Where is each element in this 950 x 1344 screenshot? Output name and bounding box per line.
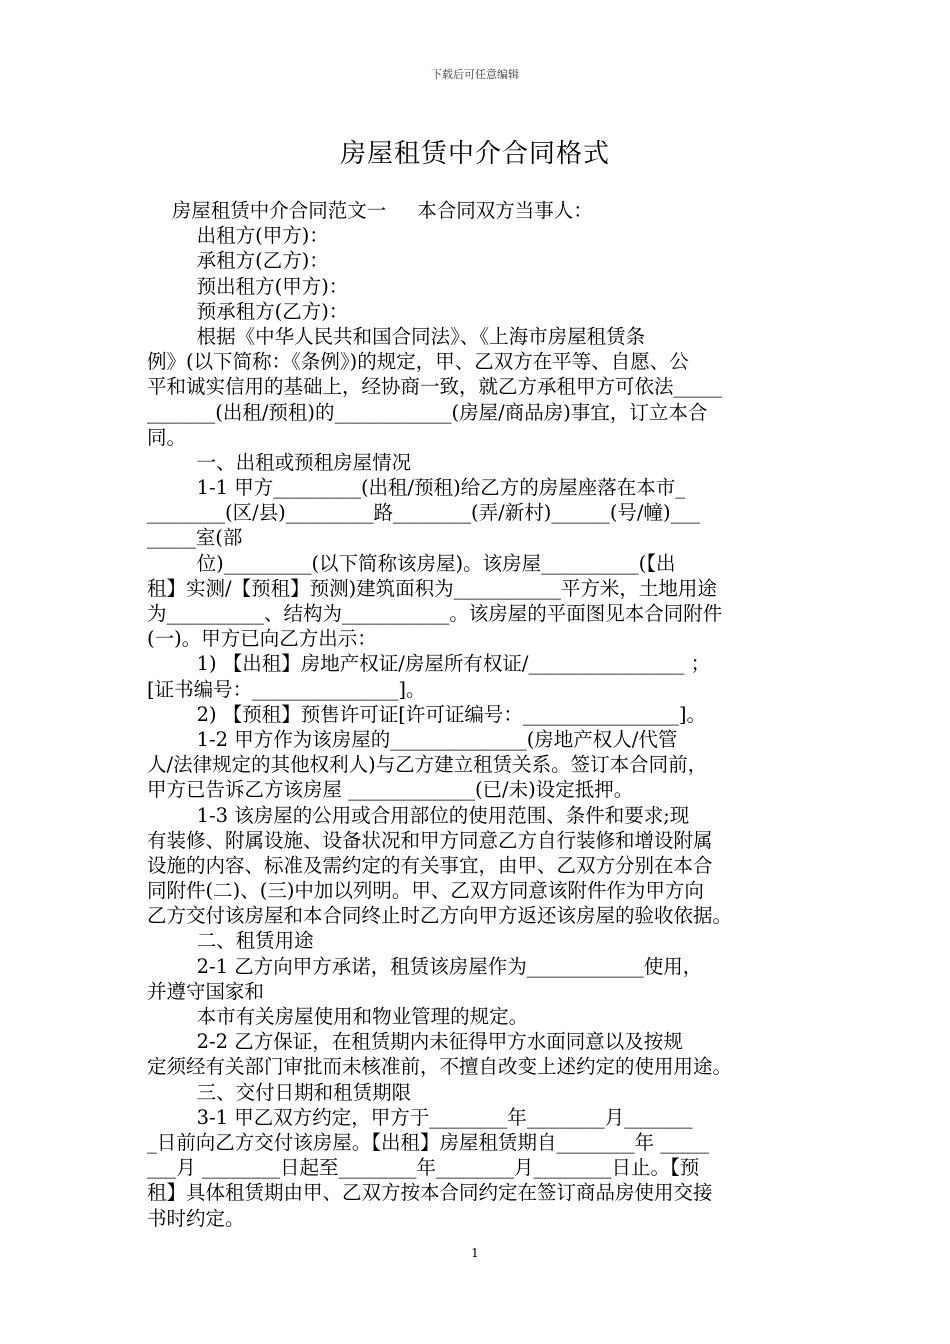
- text-line: 为__________、结构为___________。该房屋的平面图见本合同附件: [147, 602, 723, 625]
- text-line: _日前向乙方交付该房屋。【出租】房屋租赁期自________年 _____: [147, 1130, 709, 1154]
- page-title: 房屋租赁中介合同格式: [339, 139, 610, 169]
- text-line: (一)。甲方已向乙方出示：: [147, 627, 377, 651]
- text-line: ___月 ________日起至________年________月________日止。【预: [147, 1156, 700, 1180]
- text-line: 1-2 甲方作为该房屋的______________(房地产权人/代管: [147, 727, 678, 751]
- text-line: 二、租赁用途: [147, 929, 314, 953]
- text-line: 同。: [147, 425, 187, 449]
- text-line: 定须经有关部门审批而未核准前，不擅自改变上述约定的使用用途。: [147, 1055, 733, 1079]
- text-line: 三、交付日期和租赁期限: [147, 1080, 412, 1104]
- text-line: 2-2 乙方保证，在租赁期内未征得甲方水面同意以及按规: [147, 1030, 683, 1054]
- text-line: 租】具体租赁期由甲、乙双方按本合同约定在签订商品房使用交接: [147, 1181, 713, 1205]
- text-line: 有装修、附属设施、设备状况和甲方同意乙方自行装修和增设附属: [147, 828, 713, 852]
- text-line: 人/法律规定的其他权利人)与乙方建立租赁关系。签订本合同前，: [147, 753, 708, 777]
- text-line: 1) 【出租】房地产权证/房屋所有权证/________________ ；: [147, 652, 711, 676]
- text-line: [证书编号：_______________]。: [147, 677, 426, 701]
- text-line: 设施的内容、标准及需约定的有关事宜，由甲、乙双方分别在本合: [147, 853, 713, 877]
- text-line: 甲方已告诉乙方该房屋 _____________(已/未)设定抵押。: [147, 778, 634, 802]
- text-line: 2-1 乙方向甲方承诺，租赁该房屋作为____________使用，: [147, 954, 703, 978]
- text-line: _____室(部: [147, 526, 243, 550]
- text-line: 并遵守国家和: [147, 979, 265, 1003]
- text-line: 根据《中华人民共和国合同法》、《上海市房屋租赁条: [147, 324, 646, 348]
- text-line: _______(出租/预租)的____________(房屋/商品房)事宜，订立本合: [147, 400, 708, 424]
- text-line: ________(区/县)_________路________(弄/新村)______(号/幢)___: [147, 501, 700, 525]
- text-line: 预承租方(乙方)：: [147, 299, 349, 323]
- text-line: 一、出租或预租房屋情况: [147, 450, 412, 474]
- text-line: 2) 【预租】预售许可证[许可证编号：________________]。: [147, 702, 707, 726]
- text-line: 承租方(乙方)：: [147, 249, 329, 273]
- text-line: 本市有关房屋使用和物业管理的规定。: [147, 1005, 529, 1028]
- text-line: 同附件(二)、(三)中加以列明。甲、乙双方同意该附件作为甲方向: [147, 879, 704, 903]
- text-line: 3-1 甲乙双方约定，甲方于________年________月_______: [147, 1105, 693, 1129]
- text-line: 预出租方(甲方)：: [147, 274, 349, 298]
- text-line: 乙方交付该房屋和本合同终止时乙方向甲方返还该房屋的验收依据。: [147, 904, 733, 928]
- header-note: 下载后可任意编辑: [431, 68, 519, 81]
- text-line: 出租方(甲方)：: [147, 224, 329, 248]
- text-line: 平和诚实信用的基础上，经协商一致，就乙方承租甲方可依法_____: [147, 375, 723, 399]
- text-line: 房屋租赁中介合同范文一 本合同双方当事人：: [147, 199, 593, 222]
- text-line: 例》(以下简称：《条例》)的规定，甲、乙双方在平等、自愿、公: [147, 350, 689, 374]
- document-body: [147, 198, 805, 1231]
- text-line: 租】实测/【预租】预测)建筑面积为___________平方米，土地用途: [147, 576, 717, 600]
- text-line: 书时约定。: [147, 1206, 245, 1230]
- text-line: 1-1 甲方_________(出租/预租)给乙方的房屋座落在本市_: [147, 476, 685, 500]
- page-number: 1: [471, 1246, 479, 1260]
- text-line: 1-3 该房屋的公用或合用部位的使用范围、条件和要求;现: [147, 803, 690, 827]
- text-line: 位)_________(以下简称该房屋)。该房屋__________(【出: [147, 551, 676, 575]
